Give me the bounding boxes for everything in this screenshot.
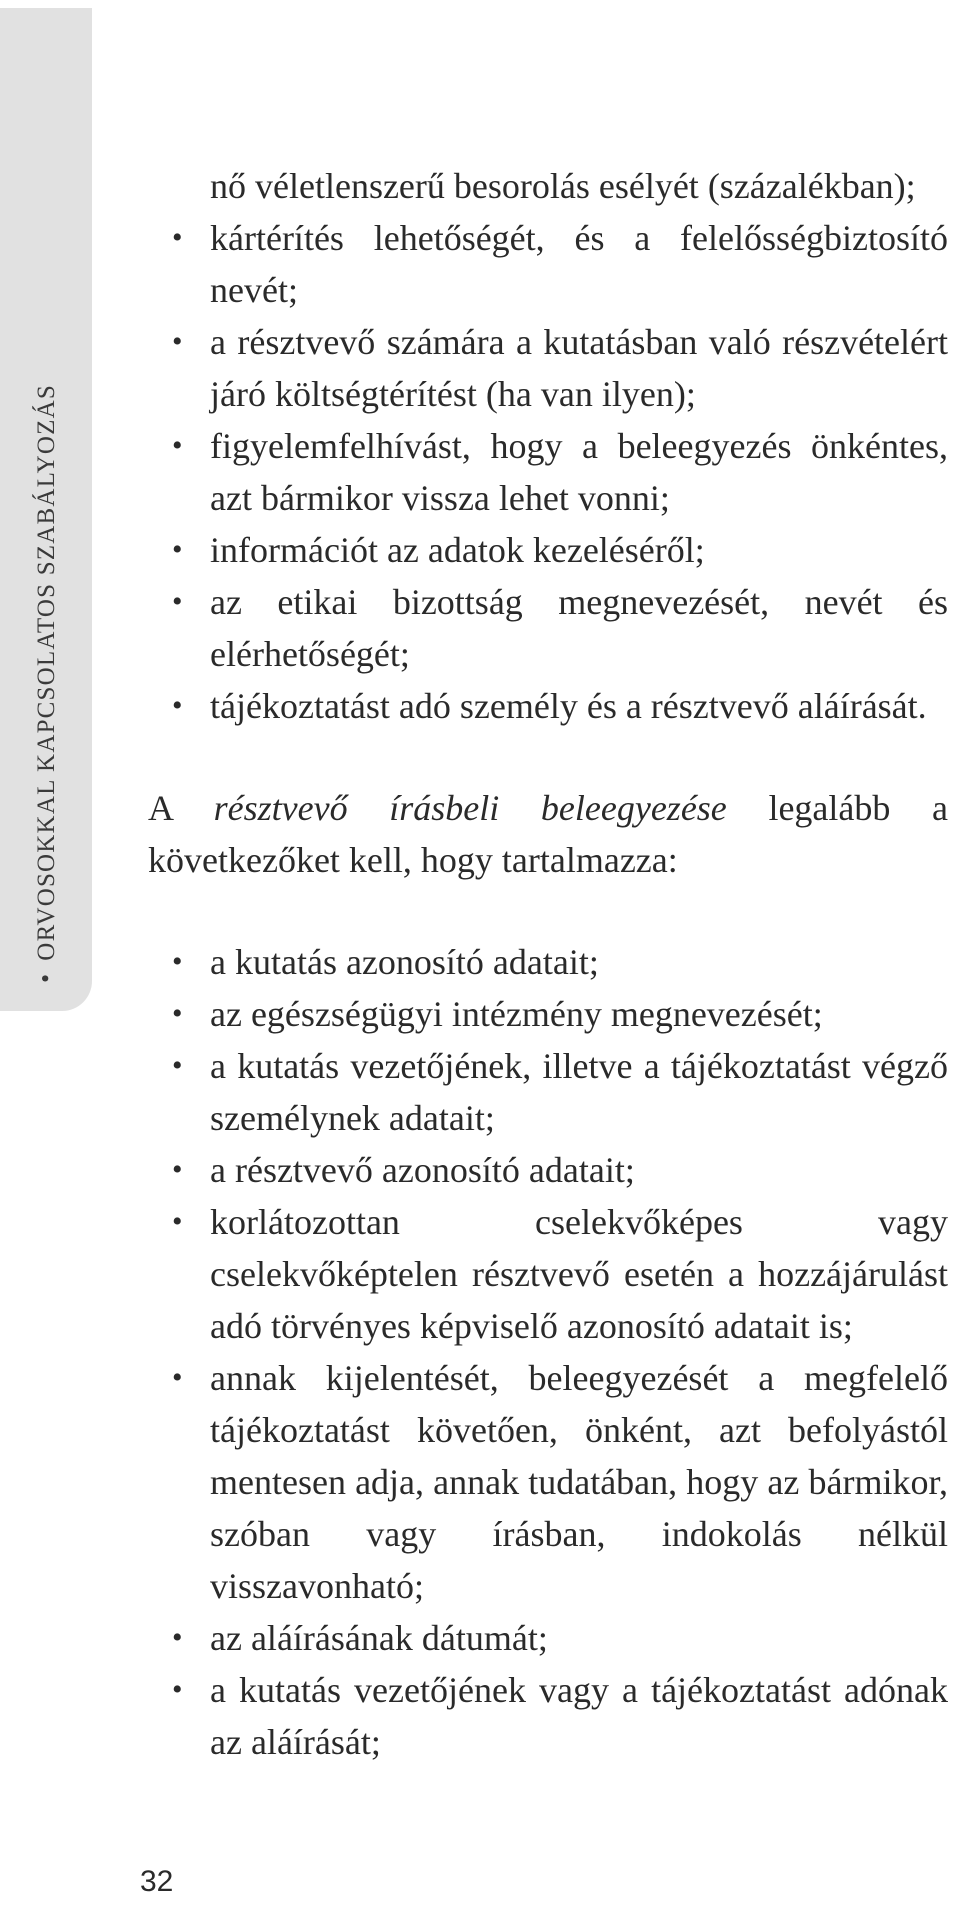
list-item: • a résztvevő számára a kutatásban való részvételért járó költségtérítést (ha van ilyen);: [148, 316, 948, 420]
paragraph-suffix: legalább a következőket kell, hogy tartalmazza:: [148, 788, 949, 880]
list-item: • figyelemfelhívást, hogy a beleegyezés önkéntes, azt bármikor vissza lehet vonni;: [148, 420, 948, 524]
list-item: • az aláírásának dátumát;: [148, 1612, 948, 1664]
list-item: • tájékoztatást adó személy és a résztvevő aláírását.: [148, 680, 948, 732]
list-item: • annak kijelentését, beleegyezését a megfelelő tájékoztatást követően, önként, azt befolyástól mentesen adja, annak tudatában, hogy az bármikor, szóban vagy írásban, indokolás nélkül visszavonható;: [148, 1352, 948, 1612]
list-item: • a résztvevő azonosító adatait;: [148, 1144, 948, 1196]
consent-list: [148, 936, 948, 1768]
chapter-side-tab: [0, 8, 92, 1011]
paragraph-prefix: A: [148, 788, 214, 828]
page-number: 32: [140, 1865, 174, 1898]
list-item: • az egészségügyi intézmény megnevezését;: [148, 988, 948, 1040]
list-item: • a kutatás azonosító adatait;: [148, 936, 948, 988]
list-item: • információt az adatok kezeléséről;: [148, 524, 948, 576]
continued-list-item: nő véletlenszerű besorolás esélyét (százalékban);: [210, 166, 916, 206]
bullet-icon: •: [31, 972, 60, 983]
chapter-title: [31, 384, 61, 983]
chapter-title-text: ORVOSOKKAL KAPCSOLATOS SZABÁLYOZÁS: [33, 384, 60, 961]
list-item: • az etikai bizottság megnevezését, nevét és elérhetőségét;: [148, 576, 948, 680]
list-item: • a kutatás vezetőjének, illetve a tájékoztatást végző személynek adatait;: [148, 1040, 948, 1144]
paragraph-emphasis: résztvevő írásbeli beleegyezése: [213, 788, 727, 828]
info-list: [148, 212, 948, 732]
list-item: • korlátozottan cselekvőképes vagy cselekvőképtelen résztvevő esetén a hozzájárulást adó törvényes képviselő azonosító adatait is;: [148, 1196, 948, 1352]
list-item: • a kutatás vezetőjének vagy a tájékoztatást adónak az aláírását;: [148, 1664, 948, 1768]
main-text: [148, 160, 948, 1768]
intro-paragraph: [148, 782, 948, 886]
list-item: • kártérítés lehetőségét, és a felelősségbiztosító nevét;: [148, 212, 948, 316]
